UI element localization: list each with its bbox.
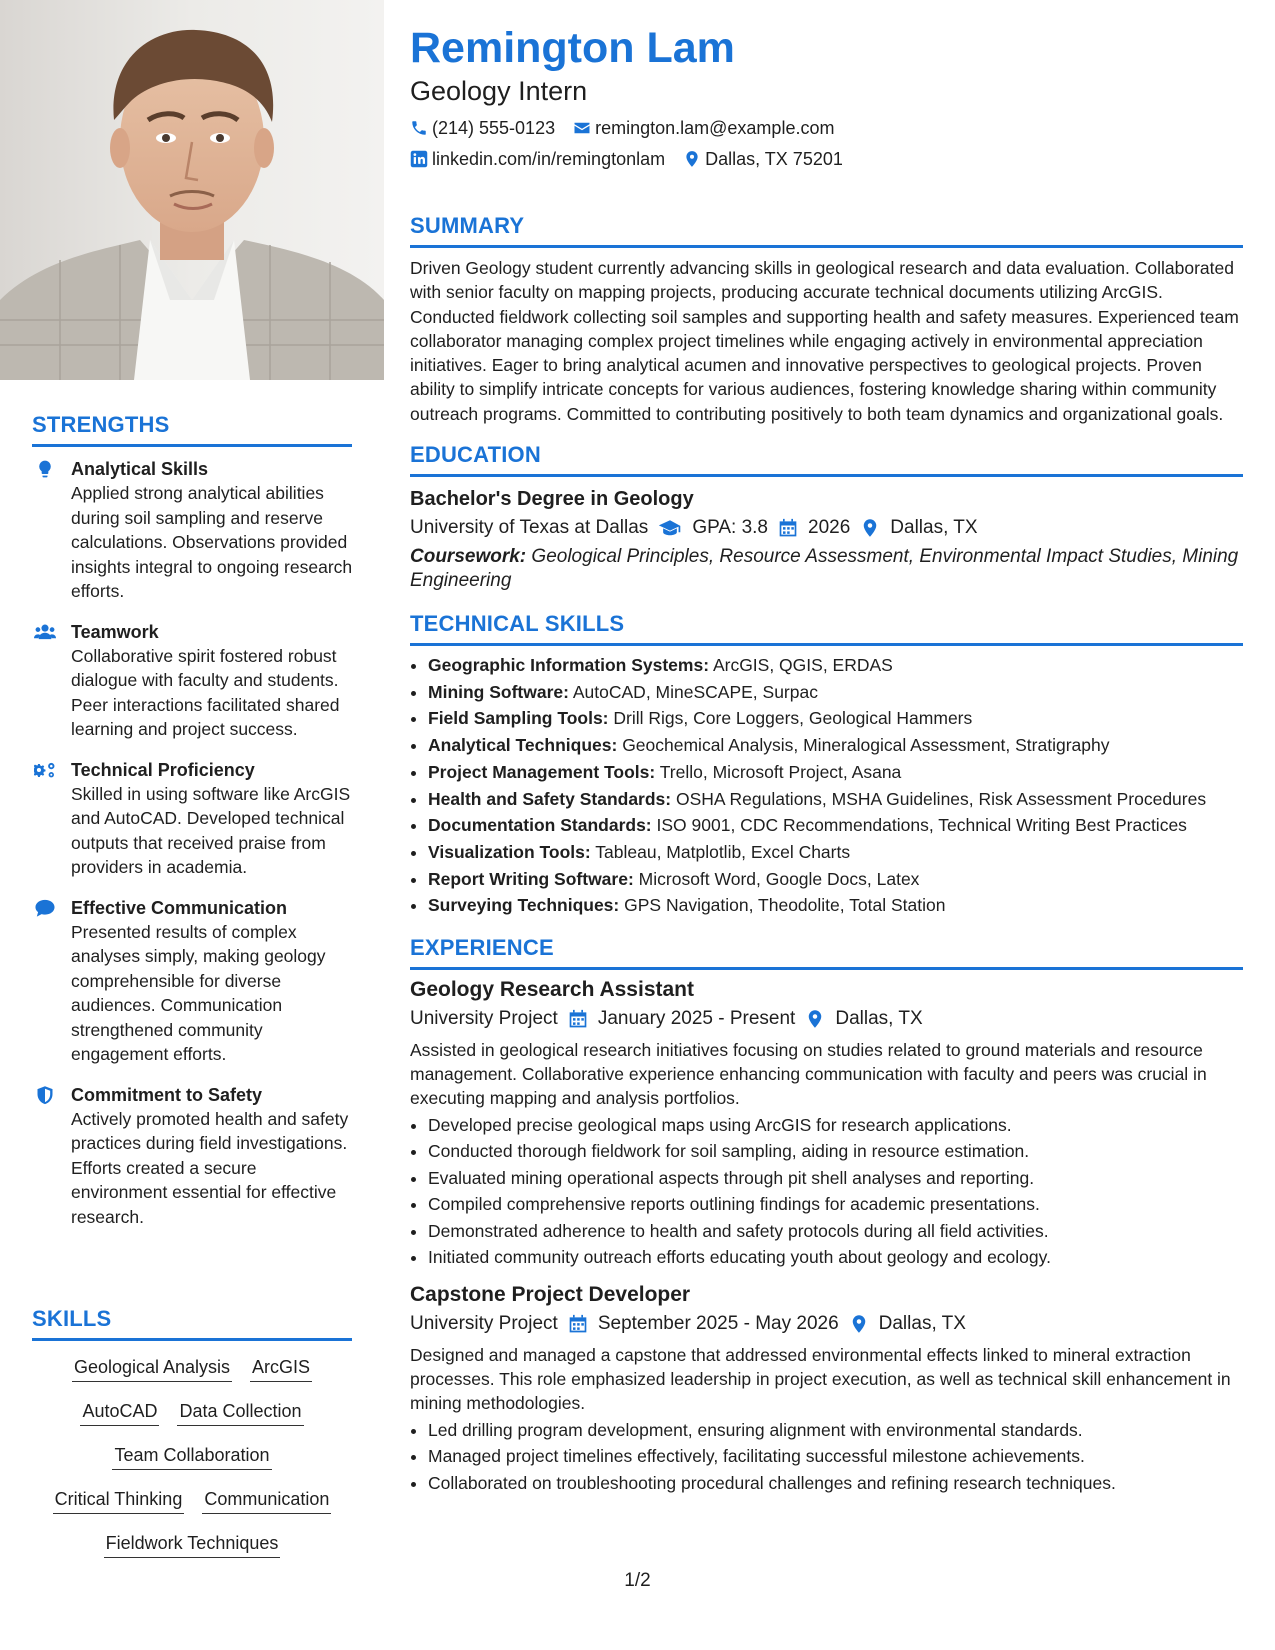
strengths-heading: STRENGTHS [32, 412, 352, 447]
job-title: Geology Research Assistant [410, 977, 694, 1001]
strength-item [0, 620, 384, 742]
skill-values: ArcGIS, QGIS, ERDAS [712, 655, 893, 676]
strength-item [0, 1083, 384, 1230]
list-item [428, 839, 1243, 866]
skill-chip: ArcGIS [250, 1355, 312, 1382]
linkedin-text: linkedin.com/in/remingtonlam [432, 149, 666, 169]
page-number: 1/2 [624, 1570, 651, 1591]
technical-skills-heading: TECHNICAL SKILLS [410, 611, 1243, 646]
skill-category: Geographic Information Systems: [428, 655, 710, 676]
strength-title: Commitment to Safety [71, 1084, 263, 1105]
skill-chip: Data Collection [177, 1399, 303, 1426]
technical-skills-list [410, 652, 1243, 919]
list-item [428, 866, 1243, 893]
map-pin-icon [805, 1009, 825, 1029]
graduation-cap-icon [658, 518, 682, 538]
envelope-icon [573, 119, 591, 137]
skill-values: Drill Rigs, Core Loggers, Geological Hammers [613, 708, 973, 729]
education-meta [410, 513, 1243, 543]
list-item [428, 679, 1243, 706]
skills-row [32, 1355, 352, 1382]
contact-row [410, 147, 1243, 171]
skill-values: GPS Navigation, Theodolite, Total Station [624, 895, 946, 916]
coursework-label: Coursework: [410, 546, 527, 568]
skills-section [0, 1306, 384, 1575]
strength-desc: Presented results of complex analyses simply, making geology comprehensible for diverse audiences. Communication strengthened community engagement efforts. [71, 921, 326, 1064]
education-section [410, 442, 1243, 593]
strength-desc: Skilled in using software like ArcGIS and AutoCAD. Developed technical outputs that received praise from providers in academia. [71, 783, 351, 877]
job-org: University Project [410, 1312, 558, 1334]
linkedin-contact[interactable] [410, 147, 665, 171]
job-title: Capstone Project Developer [410, 1282, 691, 1306]
job-location: Dallas, TX [835, 1007, 923, 1029]
email-text: remington.lam@example.com [595, 118, 835, 138]
job-entry [410, 976, 1243, 1271]
map-pin-icon [683, 150, 701, 168]
map-pin-icon [849, 1314, 869, 1334]
skills-row [32, 1443, 352, 1470]
strength-item [0, 896, 384, 1067]
skill-category: Report Writing Software: [428, 868, 634, 889]
calendar-icon [568, 1009, 588, 1029]
gears-icon [34, 760, 56, 780]
skill-values: ISO 9001, CDC Recommendations, Technical Writing Best Practices [656, 815, 1187, 836]
list-item [428, 759, 1243, 786]
degree-title: Bachelor's Degree in Geology [410, 488, 694, 511]
job-description: Designed and managed a capstone that addressed environmental effects linked to mineral extraction processes. This role emphasized leadership in project execution, as well as technical skill enhancement in mining methodologies. [410, 1344, 1231, 1413]
lightbulb-icon [34, 459, 56, 479]
list-item [428, 812, 1243, 839]
phone-contact[interactable] [410, 116, 555, 140]
job-meta [410, 1309, 1243, 1339]
skill-chip: Communication [202, 1487, 331, 1514]
skill-chip: AutoCAD [80, 1399, 159, 1426]
strength-item [0, 758, 384, 880]
candidate-name: Remington Lam [410, 24, 735, 72]
education-location: Dallas, TX [890, 517, 978, 539]
list-item: • Managed project timelines effectively, facilitating successful milestone achievements. [428, 1443, 1243, 1470]
strength-desc: Applied strong analytical abilities during soil sampling and reserve calculations. Observations provided insights integral to ongoing research efforts. [71, 483, 353, 601]
experience-heading: EXPERIENCE [410, 935, 1243, 970]
list-item: • Collaborated on troubleshooting procedural challenges and refining research techniques. [428, 1470, 1243, 1497]
experience-section [410, 935, 1243, 1497]
summary-heading: SUMMARY [410, 213, 1243, 248]
skills-row [32, 1531, 352, 1558]
job-org: University Project [410, 1007, 558, 1029]
phone-icon [410, 119, 428, 137]
candidate-title: Geology Intern [410, 76, 588, 106]
skill-category: Project Management Tools: [428, 761, 656, 782]
strength-title: Effective Communication [71, 897, 288, 918]
education-heading: EDUCATION [410, 442, 1243, 477]
list-item: • Demonstrated adherence to health and safety protocols during all field activities. [428, 1218, 1243, 1245]
strength-desc: Collaborative spirit fostered robust dialogue with faculty and students. Peer interactions facilitated shared learning and project success. [71, 645, 340, 739]
summary-text: Driven Geology student currently advancing skills in geological research and data evaluation. Collaborated with senior faculty on mapping projects, producing accurate technical documents utilizing ArcGIS. Conducted fieldwork collecting soil samples and supporting health and safety measures. Experienced team collaborator managing complex project timelines while engaging actively in environmental appreciation initiatives. Eager to bring analytical acumen and innovative perspectives to geological projects. Proven ability to simplify intricate concepts for various audiences, fostering knowledge sharing within community outreach programs. Committed to contributing positively to both team dynamics and organizational goals. [410, 258, 1239, 424]
job-meta [410, 1004, 1243, 1034]
graduation-year: 2026 [808, 517, 851, 539]
shield-icon [34, 1085, 56, 1105]
job-bullets [410, 1417, 1243, 1497]
job-location: Dallas, TX [878, 1312, 966, 1334]
location-contact [683, 147, 843, 171]
skill-category: Visualization Tools: [428, 841, 591, 862]
strength-title: Analytical Skills [71, 459, 209, 479]
list-item [428, 732, 1243, 759]
list-item: • Conducted thorough fieldwork for soil sampling, aiding in resource estimation. [428, 1138, 1243, 1165]
skill-values: Trello, Microsoft Project, Asana [659, 761, 902, 782]
summary-section [410, 213, 1243, 426]
school-name: University of Texas at Dallas [410, 517, 649, 539]
skill-category: Surveying Techniques: [428, 895, 620, 916]
skill-category: Analytical Techniques: [428, 735, 618, 756]
comment-icon [34, 898, 56, 918]
job-bullets [410, 1112, 1243, 1271]
coursework [410, 545, 1243, 593]
strength-title: Technical Proficiency [71, 759, 255, 780]
list-item: • Evaluated mining operational aspects through pit shell analyses and reporting. [428, 1165, 1243, 1192]
skills-row [32, 1487, 352, 1514]
strength-item [0, 457, 384, 604]
skill-values: Tableau, Matplotlib, Excel Charts [595, 841, 851, 862]
skill-values: Microsoft Word, Google Docs, Latex [638, 868, 920, 889]
profile-photo [0, 0, 384, 380]
list-item [428, 652, 1243, 679]
skill-category: Documentation Standards: [428, 815, 652, 836]
calendar-icon [778, 518, 798, 538]
right-column [410, 24, 1243, 1496]
left-column [0, 0, 384, 1650]
job-description: Assisted in geological research initiatives focusing on studies related to ground materials and resource management. Collaborative experience enhancing communication with faculty and peers was crucial in executing mapping and analysis portfolios. [410, 1039, 1207, 1108]
list-item [428, 892, 1243, 919]
job-dates: September 2025 - May 2026 [597, 1312, 839, 1334]
skill-category: Health and Safety Standards: [428, 788, 672, 809]
skill-chip: Critical Thinking [53, 1487, 185, 1514]
users-icon [34, 622, 56, 642]
calendar-icon [568, 1314, 588, 1334]
strength-title: Teamwork [71, 621, 159, 642]
strength-desc: Actively promoted health and safety practices during field investigations. Efforts created a secure environment essential for effective research. [71, 1108, 349, 1227]
email-contact[interactable] [573, 116, 834, 140]
list-item [428, 705, 1243, 732]
skill-chip: Fieldwork Techniques [104, 1531, 281, 1558]
skill-values: Geochemical Analysis, Mineralogical Assessment, Stratigraphy [622, 735, 1110, 756]
list-item: • Initiated community outreach efforts educating youth about geology and ecology. [428, 1244, 1243, 1271]
list-item: • Compiled comprehensive reports outlining findings for academic presentations. [428, 1191, 1243, 1218]
gpa-text: GPA: 3.8 [692, 517, 768, 539]
skill-chip: Team Collaboration [112, 1443, 271, 1470]
coursework-list: Geological Principles, Resource Assessment, Environmental Impact Studies, Mining Engineering [410, 546, 1239, 592]
linkedin-icon [410, 150, 428, 168]
strengths-section [0, 412, 384, 1245]
phone-text: (214) 555-0123 [432, 118, 556, 138]
job-entry [410, 1281, 1243, 1497]
skill-category: Field Sampling Tools: [428, 708, 609, 729]
skills-heading: SKILLS [32, 1306, 352, 1341]
job-dates: January 2025 - Present [597, 1007, 796, 1029]
skill-chip: Geological Analysis [72, 1355, 232, 1382]
location-text: Dallas, TX 75201 [705, 149, 843, 169]
list-item [428, 788, 1243, 811]
list-item: • Developed precise geological maps using ArcGIS for research applications. [428, 1112, 1243, 1139]
skill-category: Mining Software: [428, 681, 569, 702]
contact-row [410, 116, 1243, 140]
skills-row [32, 1399, 352, 1426]
list-item: • Led drilling program development, ensuring alignment with environmental standards. [428, 1417, 1243, 1444]
map-pin-icon [860, 518, 880, 538]
skill-values: OSHA Regulations, MSHA Guidelines, Risk Assessment Procedures [676, 788, 1207, 809]
skill-values: AutoCAD, MineSCAPE, Surpac [572, 681, 818, 702]
technical-skills-section [410, 611, 1243, 919]
